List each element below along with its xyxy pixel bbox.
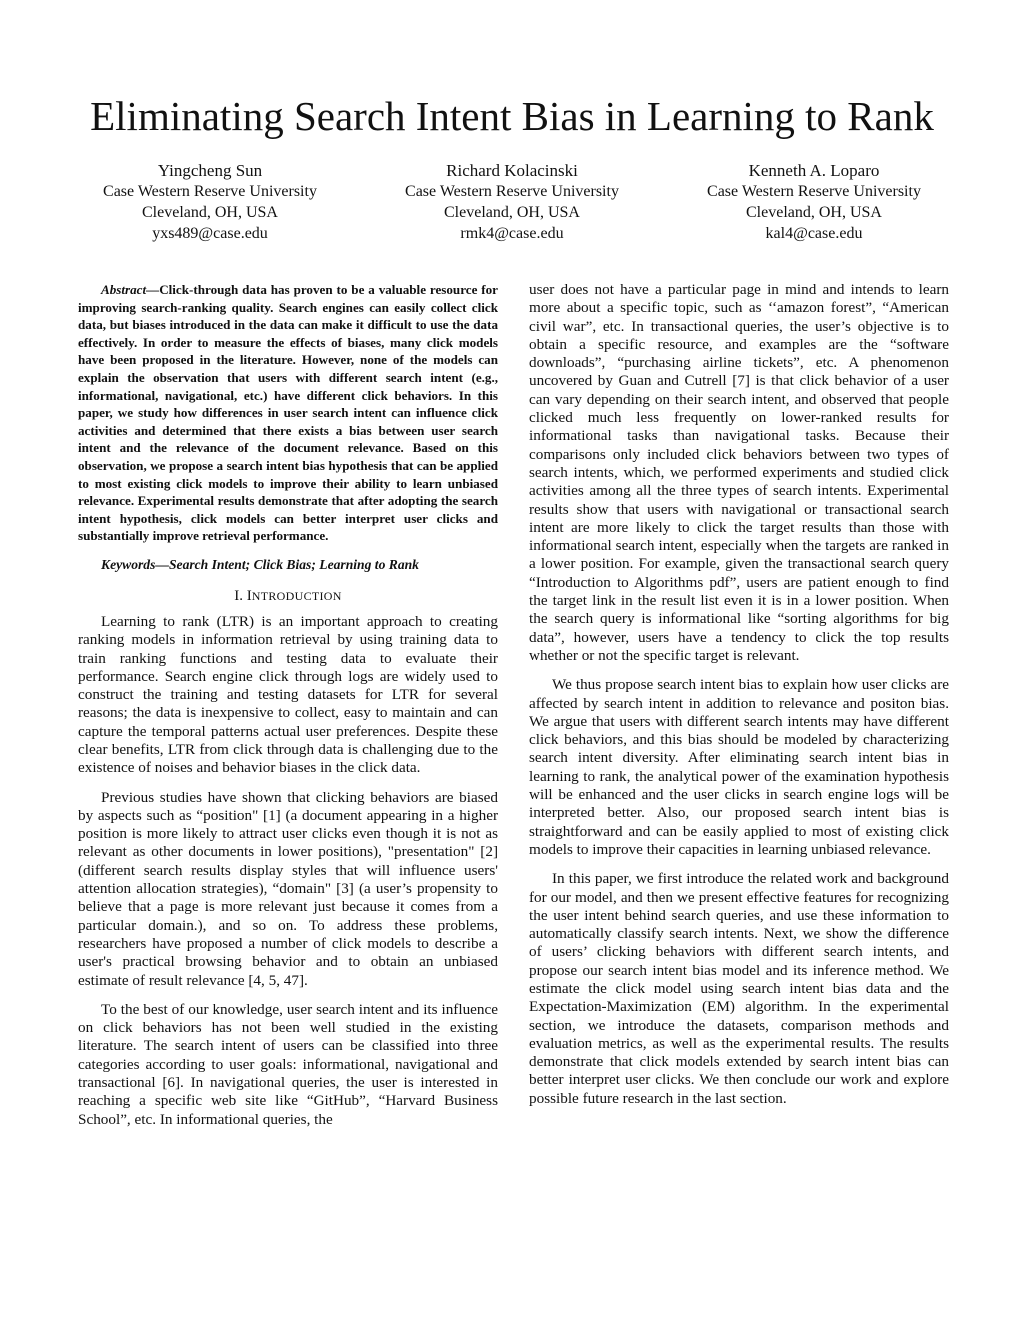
section-title-rest: NTRODUCTION	[251, 588, 342, 603]
left-column	[78, 281, 498, 1129]
author-email: yxs489@case.edu	[152, 225, 268, 242]
abstract-text: Click-through data has proven to be a valuable resource for improving search-ranking quality. Search engines can easily collect click data, but biases introduced in the data can make it difficult to use the data effectively. In order to measure the effects of biases, many click models have been proposed in the literature. However, none of the models can explain the observation that users with different search intent (e.g., informational, navigational, etc.) have different click behaviors. In this paper, we study how differences in user search intent can influence click activities and determined that there exists a bias between user search intent and the relevance of the document relevance. Based on this observation, we propose a search intent bias hypothesis that can be applied to most existing click models to improve their ability to learn unbiased relevance. Experimental results demonstrate that after adopting the search intent hypothesis, click models can better interpret user clicks and substantially improve retrieval performance.	[78, 282, 498, 544]
section-heading-introduction	[78, 587, 498, 605]
keywords: Keywords—Search Intent; Click Bias; Learning to Rank	[101, 556, 419, 572]
body-paragraph: Learning to rank (LTR) is an important approach to creating ranking models in information retrieval by using training data to train ranking functions and testing data to evaluate their performance. Search engine click through logs are widely used to construct the training and testing datasets for LTR for several reasons; the data is inexpensive to collect, easy to maintain and can capture the temporal patterns actual user preferences. Despite these clear benefits, LTR from click through data is challenging due to the existence of noises and behavior biases in the click data.	[78, 612, 498, 777]
author-affiliation: Case Western Reserve University	[707, 183, 921, 200]
author-name: Yingcheng Sun	[157, 161, 263, 180]
section-number: I.	[234, 587, 244, 604]
author-name: Kenneth A. Loparo	[748, 161, 880, 180]
body-paragraph: To the best of our knowledge, user search intent and its influence on click behaviors has not been well studied in the existing literature. The search intent of users can be classified into three categories according to user goals: informational, navigational and transactional [6]. In navigational queries, the user is interested in reaching a specific web site like “GitHub”, “Harvard Business School”, etc. In informational queries, the	[78, 1000, 498, 1128]
author-block-2	[357, 160, 667, 244]
right-column	[529, 281, 949, 1108]
body-paragraph: We thus propose search intent bias to explain how user clicks are affected by search intent in addition to relevance and positon bias. We argue that users with different search intents may have different click behaviors, and this bias should be modeled by characterizing search intent diversity. After eliminating search intent bias in learning to rank, the analytical power of the examination hypothesis will be enhanced and the user clicks in search engine logs will be interpreted better. Also, our proposed search intent bias is straightforward and can be easily applied to most of existing click models to improve their capacities in learning unbiased relevance.	[529, 676, 949, 858]
body-paragraph: Previous studies have shown that clicking behaviors are biased by aspects such as “position" [1] (a document appearing in a higher position is more likely to attract user clicks even though it is not as relevant as other documents in lower positions), "presentation" [2] (different search results display styles that will influence users' attention allocation strategies), “domain" [3] (a user’s propensity to believe that a page is more relevant just because it comes from a particular domain.), and so on. To address these problems, researchers have proposed a number of click models to describe a user's practical browsing behavior and to obtain an unbiased estimate of result relevance [4, 5, 47].	[78, 788, 498, 989]
body-paragraph: In this paper, we first introduce the related work and background for our model, and then we present effective features for recognizing the user intent behind search queries, and use these information to automatically classify search intents. Next, we show the difference of users’ clicking behaviors with different search intents, and propose our search intent bias model and its inference method. We estimate the click model using search intent bias data and the Expectation-Maximization (EM) algorithm. In the experimental section, we introduce the datasets, comparison methods and evaluation metrics, as well as the experimental results. The results demonstrate that click models extended by search intent bias can better interpret user clicks. We then conclude our work and explore possible future research in the last section.	[529, 870, 949, 1107]
author-location: Cleveland, OH, USA	[444, 204, 580, 221]
author-block-1	[55, 160, 365, 244]
author-email: rmk4@case.edu	[460, 225, 564, 242]
author-location: Cleveland, OH, USA	[746, 204, 882, 221]
author-affiliation: Case Western Reserve University	[405, 183, 619, 200]
author-affiliation: Case Western Reserve University	[103, 183, 317, 200]
paper-title: Eliminating Search Intent Bias in Learning to Rank	[90, 93, 934, 139]
body-paragraph-continued: user does not have a particular page in mind and intends to learn more about a specific topic, such as ‘‘amazon forest”, “American civil war”, etc. In transactional queries, the user’s objective is to obtain a specific resource, and examples are the “software downloads”, “purchasing airline tickets”, etc. A phenomenon uncovered by Guan and Cutrell [7] is that click behavior of a user can vary depending on their search intent, and observed that people clicked much less frequently on lower-ranked results for informational tasks than navigational tasks. Because their comparisons only included click behaviors between two types of search intents, which, we performed experiments and studied click activities among all the three types of search intents. Experimental results show that users with navigational or transactional search intent are more likely to click the target results than those with informational search intent, especially when the targets are ranked in a lower position. For example, given the transactional search query “Introduction to Algorithms pdf”, users are patient enough to find the target link in the result list even it is in a lower position. When the search query is informational like “sorting algorithms for big data”, however, users have a tendency to click the top results whether or not the specific target is relevant.	[529, 281, 949, 664]
abstract	[78, 281, 498, 545]
section-title-initial: I	[246, 587, 252, 604]
author-location: Cleveland, OH, USA	[142, 204, 278, 221]
author-email: kal4@case.edu	[765, 225, 863, 242]
author-name: Richard Kolacinski	[446, 161, 578, 180]
author-block-3	[659, 160, 969, 244]
abstract-label: Abstract—	[101, 282, 160, 297]
